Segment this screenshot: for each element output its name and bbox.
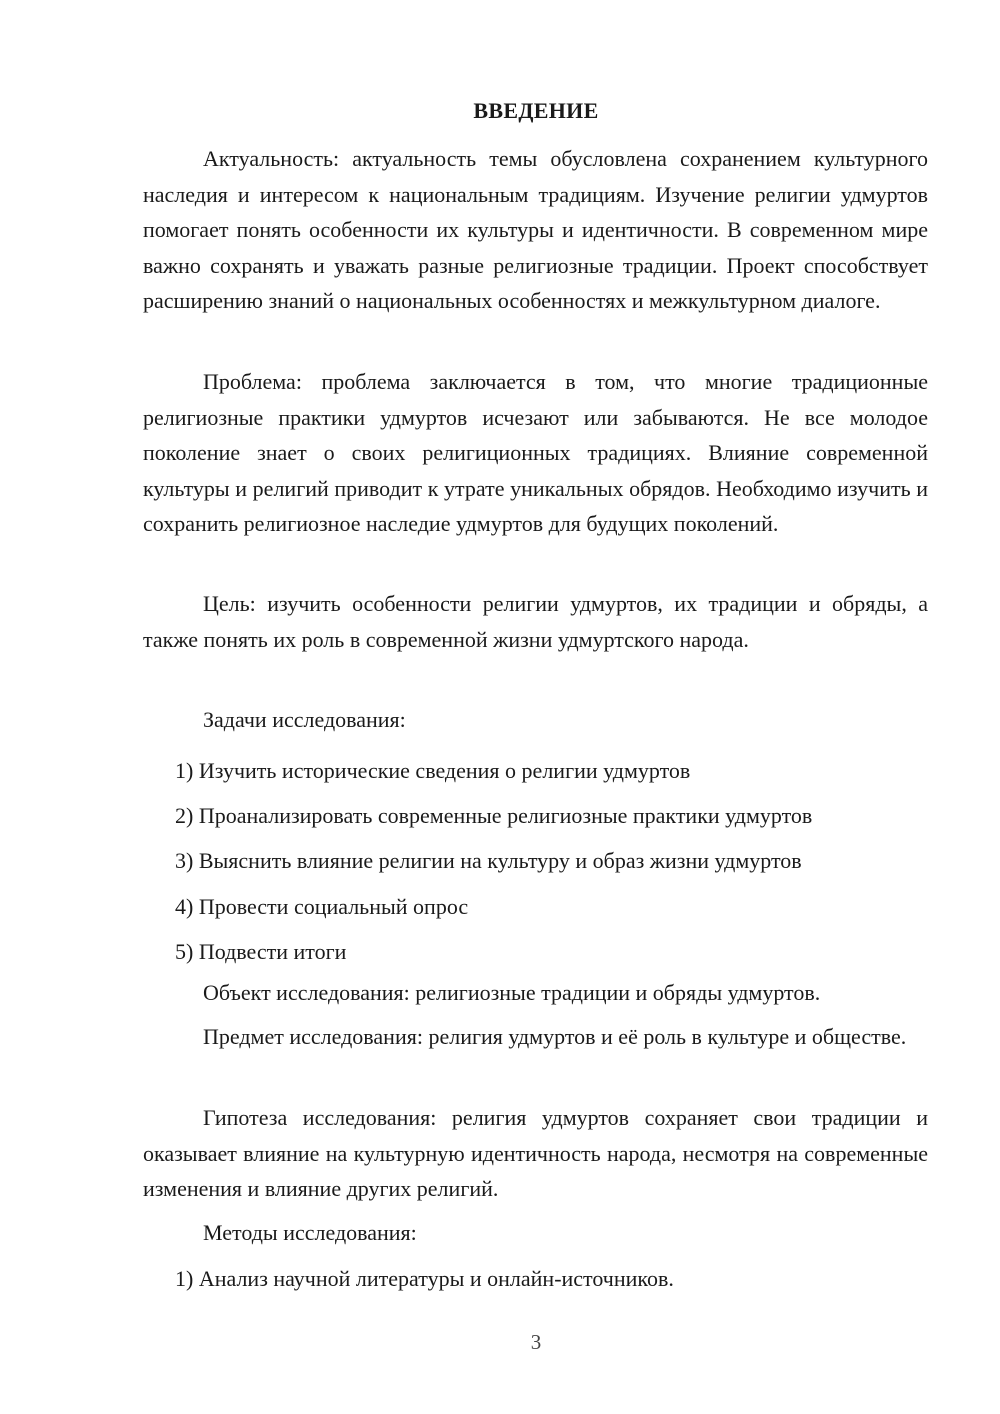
object-block [143,975,928,1011]
method-item: 1) Анализ научной литературы и онлайн-источников. [175,1266,674,1291]
methods-heading: Методы исследования: [203,1220,417,1245]
tasks-heading-block [143,702,928,738]
task-item: 5) Подвести итоги [175,938,347,964]
relevance-paragraph: Актуальность: актуальность темы обусловлена сохранением культурного наследия и интересом к национальным традициям. Изучение религии удмуртов помогает понять особенности их культуры и идентичности. В современном мире важно сохранять и уважать разные религиозные традиции. Проект способствует расширению знаний о национальных особенностях и межкультурном диалоге. [143,146,928,313]
subject-block [143,1019,928,1055]
task-item: 4) Провести социальный опрос [175,893,469,919]
body-text [143,141,928,319]
object-paragraph: Объект исследования: религиозные традиции и обряды удмуртов. [203,980,821,1005]
methods-list [143,1261,928,1297]
task-item: 2) Проанализировать современные религиозные практики удмуртов [175,803,813,829]
hypothesis-block [143,1100,928,1207]
goal-block [143,586,928,657]
tasks-list [143,748,928,974]
tasks-heading: Задачи исследования: [203,707,406,732]
task-item: 3) Выяснить влияние религии на культуру и образ жизни удмуртов [175,848,802,874]
task-item: 1) Изучить исторические сведения о религии удмуртов [175,758,691,783]
problem-block [143,364,928,542]
problem-paragraph: Проблема: проблема заключается в том, что многие традиционные религиозные практики удмуртов исчезают или забываются. Не все молодое поколение знает о своих религиционных традициях. Влияние современной культуры и религий приводит к утрате уникальных обрядов. Необходимо изучить и сохранить религиозное наследие удмуртов для будущих поколений. [143,369,928,536]
subject-paragraph: Предмет исследования: религия удмуртов и её роль в культуре и обществе. [203,1024,907,1049]
page-number: 3 [530,1330,542,1354]
page-title: ВВЕДЕНИЕ [473,98,599,123]
hypothesis-paragraph: Гипотеза исследования: религия удмуртов сохраняет свои традиции и оказывает влияние на культурную идентичность народа, несмотря на современные изменения и влияние других религий. [143,1105,928,1201]
goal-paragraph: Цель: изучить особенности религии удмуртов, их традиции и обряды, а также понять их роль в современной жизни удмуртского народа. [143,591,928,652]
methods-heading-block [143,1215,928,1251]
